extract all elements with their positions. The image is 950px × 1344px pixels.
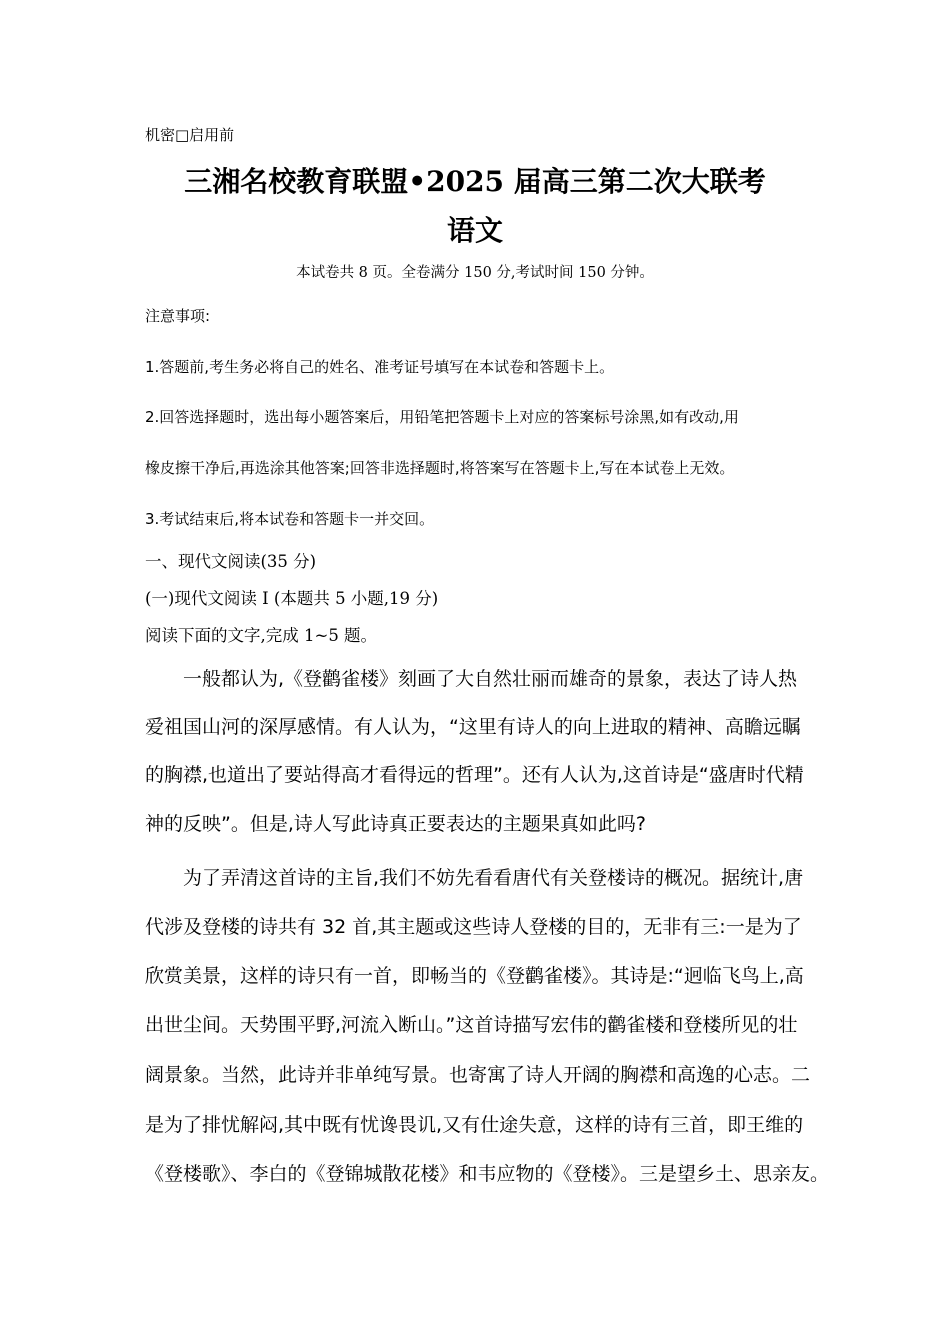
confidential-label: 机密□启用前 [145, 126, 235, 144]
passage-line: 是为了排忧解闷,其中既有忧谗畏讥,又有仕途失意，这样的诗有三首，即王维的 [145, 1114, 804, 1136]
notice-item-2-line-2: 橡皮擦干净后,再选涂其他答案;回答非选择题时,将答案写在答题卡上,写在本试卷上无效。 [145, 459, 735, 477]
subsection-heading: (一)现代文阅读 I (本题共 5 小题,19 分) [145, 589, 439, 608]
passage-line: 爱祖国山河的深厚感情。有人认为，“这里有诗人的向上进取的精神、高瞻远瞩 [145, 716, 801, 738]
section-heading: 一、现代文阅读(35 分) [145, 552, 317, 571]
reading-instruction: 阅读下面的文字,完成 1~5 题。 [145, 626, 378, 645]
passage-line: 阔景象。当然，此诗并非单纯写景。也寄寓了诗人开阔的胸襟和高逸的心志。二 [145, 1064, 811, 1086]
passage-line: 的胸襟,也道出了要站得高才看得远的哲理”。还有人认为,这首诗是“盛唐时代精 [145, 764, 804, 786]
exam-info: 本试卷共 8 页。全卷满分 150 分,考试时间 150 分钟。 [296, 265, 654, 281]
passage-line: 出世尘间。天势围平野,河流入断山。”这首诗描写宏伟的鹳雀楼和登楼所见的壮 [145, 1014, 798, 1036]
passage-line: 一般都认为,《登鹳雀楼》刻画了大自然壮丽而雄奇的景象，表达了诗人热 [183, 668, 798, 690]
passage-line: 为了弄清这首诗的主旨,我们不妨先看看唐代有关登楼诗的概况。据统计,唐 [183, 867, 804, 889]
exam-title: 三湘名校教育联盟•2025 届高三第二次大联考 [184, 165, 766, 198]
notice-item-3: 3.考试结束后,将本试卷和答题卡一并交回。 [145, 510, 435, 528]
passage-line: 神的反映”。但是,诗人写此诗真正要表达的主题果真如此吗? [145, 813, 646, 835]
passage-line: 欣赏美景，这样的诗只有一首，即畅当的《登鹳雀楼》。其诗是:“迥临飞鸟上,高 [145, 965, 804, 987]
subject-title: 语文 [446, 214, 503, 247]
passage-line: 代涉及登楼的诗共有 32 首,其主题或这些诗人登楼的目的，无非有三:一是为了 [145, 916, 802, 938]
passage-line: 《登楼歌》、李白的《登锦城散花楼》和韦应物的《登楼》。三是望乡土、思亲友。 [145, 1163, 830, 1185]
notice-item-1: 1.答题前,考生务必将自己的姓名、准考证号填写在本试卷和答题卡上。 [145, 358, 615, 376]
notice-heading: 注意事项: [145, 307, 211, 325]
notice-item-2-line-1: 2.回答选择题时，选出每小题答案后，用铅笔把答题卡上对应的答案标号涂黑,如有改动,用 [145, 408, 739, 426]
